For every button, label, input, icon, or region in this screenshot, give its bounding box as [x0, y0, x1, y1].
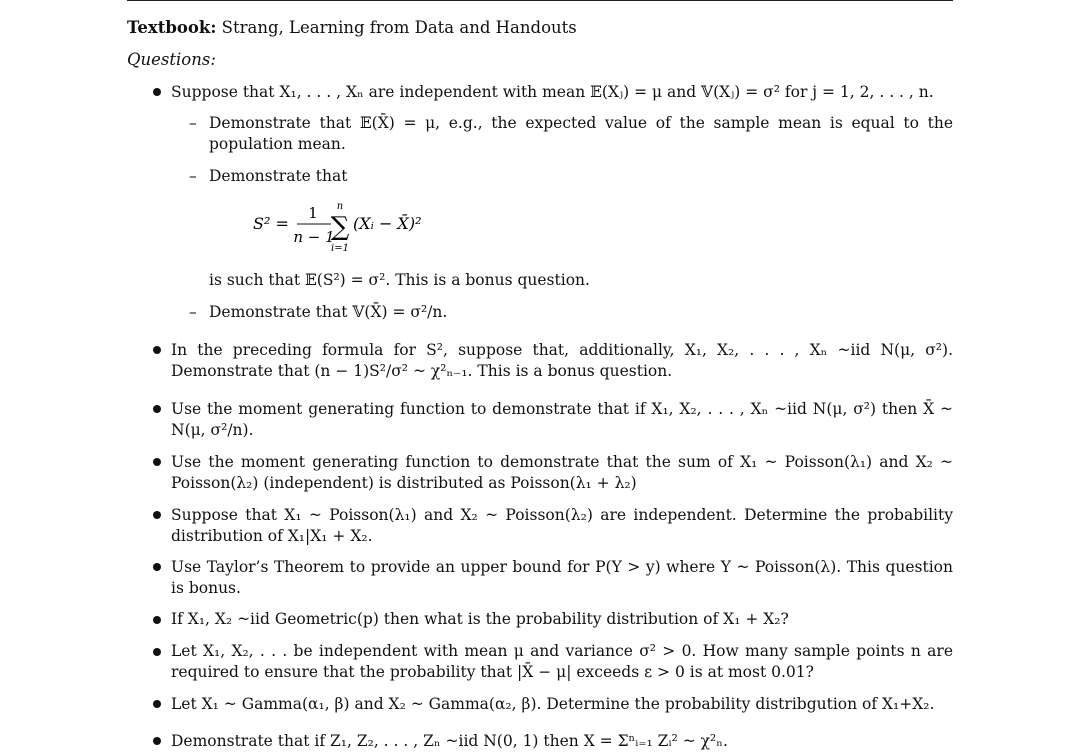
formula-summand: (Xᵢ − X̄)²: [353, 214, 422, 233]
textbook-line: [127, 18, 577, 37]
sub-item: Demonstrate that 𝕍(X̄) = σ²/n.: [209, 303, 448, 321]
dash: –: [189, 303, 197, 321]
formula-numerator: 1: [308, 204, 318, 222]
bullet: [153, 88, 161, 96]
textbook-value: Strang, Learning from Data and Handouts: [221, 18, 577, 37]
sub-item-continuation: is such that 𝔼(S²) = σ². This is a bonus question.: [209, 271, 590, 289]
list-item: Suppose that X₁ ~ Poisson(λ₁) and X₂ ~ Poisson(λ₂) are independent. Determine the probability distribution of X₁|X₁ + X₂.: [171, 506, 953, 545]
list-item: Let X₁, X₂, . . . be independent with mean μ and variance σ² > 0. How many sample points n are required to ensure that the probability that |X̄ − μ| exceeds ε > 0 is at most 0.01?: [171, 642, 953, 681]
list-item: In the preceding formula for S², suppose that, additionally, X₁, X₂, . . . , Xₙ ~iid N(μ, σ²). Demonstrate that (n − 1)S²/σ² ~ χ²ₙ₋₁. This is a bonus question.: [171, 341, 953, 380]
formula-denominator: n − 1: [293, 228, 335, 246]
sub-item: Demonstrate that 𝔼(X̄) = μ, e.g., the expected value of the sample mean is equal to the population mean.: [209, 114, 953, 153]
list-item: Use the moment generating function to demonstrate that if X₁, X₂, . . . , Xₙ ~iid N(μ, σ²) then X̄ ~ N(μ, σ²/n).: [171, 400, 953, 439]
sub-item: Demonstrate that: [209, 167, 348, 185]
bullet: [153, 405, 161, 413]
dash: –: [189, 114, 197, 132]
bullet: [153, 648, 161, 656]
bullet: [153, 563, 161, 571]
list-item: If X₁, X₂ ~iid Geometric(p) then what is the probability distribution of X₁ + X₂?: [171, 610, 789, 628]
bullet: [153, 737, 161, 745]
formula-lhs: S² =: [253, 214, 289, 233]
sum-lower: i=1: [331, 243, 349, 254]
list-item: Suppose that X₁, . . . , Xₙ are independent with mean 𝔼(Xⱼ) = μ and 𝕍(Xⱼ) = σ² for j = 1, 2, . . . , n.: [171, 83, 934, 101]
list-item: Demonstrate that if Z₁, Z₂, . . . , Zₙ ~iid N(0, 1) then X = Σⁿᵢ₌₁ Zᵢ² ~ χ²ₙ.: [171, 732, 728, 750]
list-item: Let X₁ ~ Gamma(α₁, β) and X₂ ~ Gamma(α₂, β). Determine the probability distribgution of X₁+X₂.: [171, 695, 935, 713]
list-item: Use Taylor’s Theorem to provide an upper bound for P(Y > y) where Y ~ Poisson(λ). This question is bonus.: [171, 558, 953, 597]
bullet: [153, 458, 161, 466]
bullet: [153, 346, 161, 354]
dash: –: [189, 167, 197, 185]
bullet: [153, 511, 161, 519]
sum-upper: n: [336, 201, 344, 212]
sigma-icon: ∑: [330, 212, 350, 242]
bullet: [153, 616, 161, 624]
list-item: Use the moment generating function to demonstrate that the sum of X₁ ~ Poisson(λ₁) and X₂ ~ Poisson(λ₂) (independent) is distributed as Poisson(λ₁ + λ₂): [171, 453, 953, 492]
bullet: [153, 700, 161, 708]
questions-label: Questions:: [127, 50, 216, 69]
top-rule: [127, 0, 953, 1]
textbook-label: Textbook:: [127, 18, 217, 37]
sample-variance-formula: [253, 198, 513, 256]
